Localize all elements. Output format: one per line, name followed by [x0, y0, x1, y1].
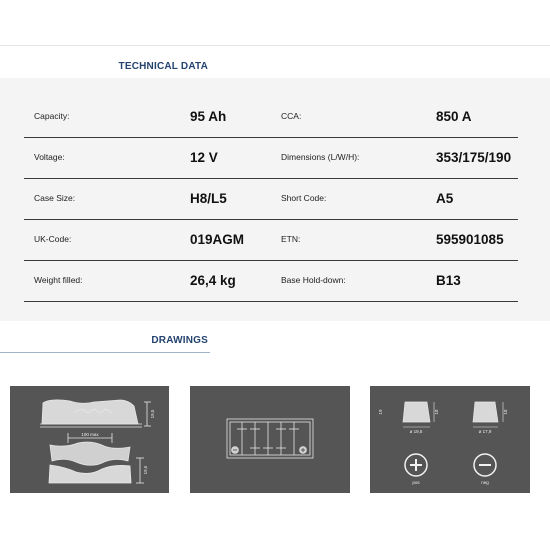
pos-top-dim: 19: [378, 409, 383, 415]
pos-height-dim: 18: [434, 409, 439, 415]
base-hold-down-value: B13: [436, 273, 461, 288]
uk-code-label: UK-Code:: [34, 234, 72, 244]
data-row-voltage: [24, 137, 518, 179]
top-view-diagram: [190, 386, 350, 493]
positive-terminal-icon: [405, 454, 427, 476]
technical-data-panel: [0, 78, 550, 321]
dimensions-label: Dimensions (L/W/H):: [281, 152, 360, 162]
voltage-label: Voltage:: [34, 152, 65, 162]
drawing-side-view[interactable]: [10, 386, 169, 493]
negative-terminal-icon: [474, 454, 496, 476]
data-row-uk-code: [24, 219, 518, 261]
case-size-value: H8/L5: [190, 191, 227, 206]
neg-label: neg: [481, 480, 489, 485]
base-hold-down-label: Base Hold-down:: [281, 275, 346, 285]
side-view-diagram: [10, 386, 169, 493]
cca-value: 850 A: [436, 109, 472, 124]
terminals-diagram: [370, 386, 530, 493]
side-height-dim-bottom: 19,5: [143, 465, 148, 475]
etn-value: 595901085: [436, 232, 504, 247]
pos-diameter: ø 19,5: [409, 429, 423, 434]
side-height-dim-top: 19,5: [150, 409, 155, 419]
data-row-capacity: [24, 96, 518, 138]
capacity-label: Capacity:: [34, 111, 70, 121]
weight-label: Weight filled:: [34, 275, 83, 285]
technical-data-heading: TECHNICAL DATA: [118, 61, 208, 72]
neg-height-dim: 18: [503, 409, 508, 415]
data-row-weight: [24, 260, 518, 302]
neg-diameter: ø 17,9: [478, 429, 492, 434]
case-size-label: Case Size:: [34, 193, 76, 203]
drawing-terminals[interactable]: [370, 386, 530, 493]
dimensions-value: 353/175/190: [436, 150, 512, 165]
drawings-heading: DRAWINGS: [151, 335, 208, 346]
side-width-dim: 100 max: [81, 432, 99, 437]
weight-value: 26,4 kg: [190, 273, 236, 288]
top-divider: [0, 45, 550, 46]
cca-label: CCA:: [281, 111, 302, 121]
drawings-tab[interactable]: [0, 322, 210, 353]
short-code-value: A5: [436, 191, 454, 206]
pos-label: pos: [412, 480, 420, 485]
data-row-case-size: [24, 178, 518, 220]
technical-data-tab[interactable]: [0, 48, 210, 79]
short-code-label: Short Code:: [281, 193, 327, 203]
drawing-top-view[interactable]: [190, 386, 350, 493]
capacity-value: 95 Ah: [190, 109, 227, 124]
uk-code-value: 019AGM: [190, 232, 245, 247]
voltage-value: 12 V: [190, 150, 218, 165]
etn-label: ETN:: [281, 234, 301, 244]
